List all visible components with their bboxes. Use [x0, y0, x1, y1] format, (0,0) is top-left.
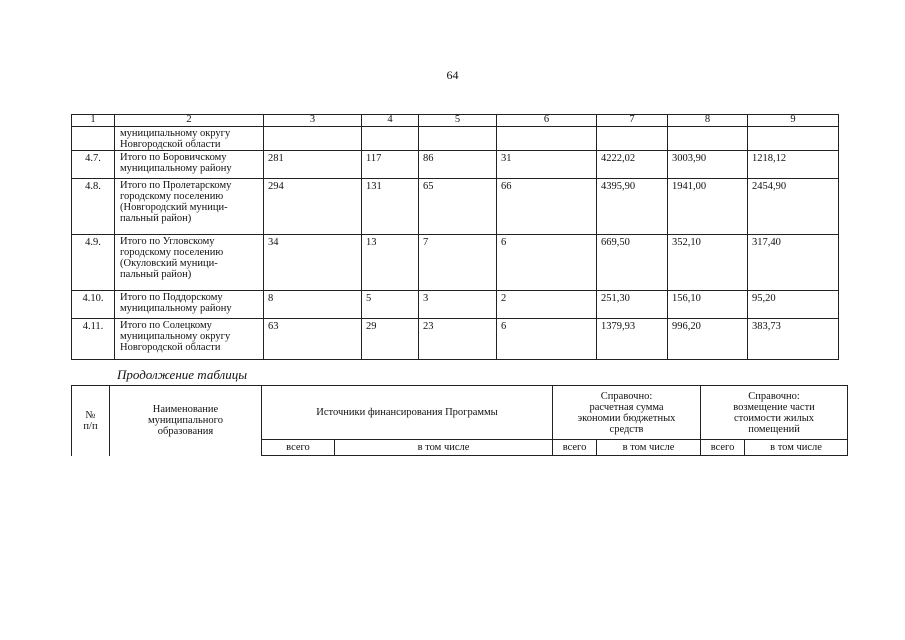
- subheader-including: в том числе: [335, 440, 553, 456]
- table-row: [72, 291, 839, 319]
- value-cell: 7: [419, 235, 497, 291]
- municipality-name: [115, 319, 264, 360]
- header-name-line: Наименование: [152, 404, 219, 416]
- table-row: [72, 319, 839, 360]
- value-cell: 996,20: [668, 319, 748, 360]
- continuation-table: [71, 385, 848, 456]
- value-cell: 1379,93: [597, 319, 668, 360]
- municipality-name-line: Итого по Поддорскому: [120, 292, 223, 303]
- subheader-including: в том числе: [597, 440, 701, 456]
- table-row: [72, 235, 839, 291]
- value-cell: 66: [497, 179, 597, 235]
- value-cell: 23: [419, 319, 497, 360]
- value-cell: 29: [362, 319, 419, 360]
- value-cell: 6: [497, 235, 597, 291]
- value-cell: 669,50: [597, 235, 668, 291]
- municipality-name-line: Итого по Солецкому: [120, 320, 212, 331]
- municipality-name: [115, 179, 264, 235]
- column-number: 6: [497, 115, 597, 127]
- municipality-name-line: пальный район): [120, 269, 192, 280]
- row-number: 4.10.: [72, 291, 115, 319]
- header-housing-compensation-line: возмещение части: [733, 401, 815, 413]
- column-number: 5: [419, 115, 497, 127]
- municipality-name: [115, 291, 264, 319]
- column-number: 8: [668, 115, 748, 127]
- value-cell: 383,73: [748, 319, 839, 360]
- value-cell: 1218,12: [748, 151, 839, 179]
- header-number: [72, 386, 110, 456]
- column-number: 9: [748, 115, 839, 127]
- value-cell: 251,30: [597, 291, 668, 319]
- header-housing-compensation: [701, 386, 848, 440]
- main-table: [71, 114, 839, 360]
- header-name-line: муниципального: [148, 415, 223, 427]
- value-cell: [497, 127, 597, 151]
- municipality-name-line: муниципальному району: [120, 303, 232, 314]
- row-number: 4.7.: [72, 151, 115, 179]
- value-cell: 8: [264, 291, 362, 319]
- header-number-line: №: [85, 409, 96, 421]
- value-cell: 63: [264, 319, 362, 360]
- municipality-name: [115, 235, 264, 291]
- municipality-name-line: Итого по Угловскому: [120, 236, 215, 247]
- municipality-name-line: пальный район): [120, 213, 192, 224]
- value-cell: [362, 127, 419, 151]
- column-number: 1: [72, 115, 115, 127]
- value-cell: [668, 127, 748, 151]
- value-cell: 95,20: [748, 291, 839, 319]
- municipality-name-line: Итого по Пролетарскому: [120, 180, 232, 191]
- header-budget-savings: [553, 386, 701, 440]
- value-cell: 2454,90: [748, 179, 839, 235]
- page-number: 64: [446, 68, 459, 82]
- value-cell: 3003,90: [668, 151, 748, 179]
- value-cell: 65: [419, 179, 497, 235]
- municipality-name-line: муниципальному району: [120, 163, 232, 174]
- subheader-including: в том числе: [745, 440, 848, 456]
- municipality-name: [115, 151, 264, 179]
- value-cell: 281: [264, 151, 362, 179]
- value-cell: 4395,90: [597, 179, 668, 235]
- header-housing-compensation-line: Справочно:: [748, 390, 800, 402]
- table-row: [72, 151, 839, 179]
- municipality-name-line: (Окуловский муници-: [120, 258, 218, 269]
- value-cell: 156,10: [668, 291, 748, 319]
- header-name-line: образования: [157, 426, 214, 438]
- value-cell: 1941,00: [668, 179, 748, 235]
- value-cell: 131: [362, 179, 419, 235]
- header-housing-compensation-line: стоимости жилых: [734, 412, 815, 424]
- municipality-name-line: городскому поселению: [120, 247, 224, 258]
- value-cell: 352,10: [668, 235, 748, 291]
- value-cell: 34: [264, 235, 362, 291]
- header-budget-savings-line: Справочно:: [600, 390, 653, 402]
- value-cell: 13: [362, 235, 419, 291]
- column-number: 4: [362, 115, 419, 127]
- column-number: 2: [115, 115, 264, 127]
- municipality-name-line: муниципальному округу: [120, 331, 231, 342]
- value-cell: 317,40: [748, 235, 839, 291]
- value-cell: [419, 127, 497, 151]
- municipality-name-line: муниципальному округу: [120, 128, 231, 139]
- column-number-row: [72, 115, 839, 127]
- value-cell: [748, 127, 839, 151]
- subheader-total: всего: [262, 440, 335, 456]
- value-cell: 5: [362, 291, 419, 319]
- row-number: 4.8.: [72, 179, 115, 235]
- table-row: [72, 179, 839, 235]
- column-number: 7: [597, 115, 668, 127]
- value-cell: [264, 127, 362, 151]
- municipality-name-line: (Новгородский муници-: [120, 202, 228, 213]
- value-cell: 3: [419, 291, 497, 319]
- value-cell: 6: [497, 319, 597, 360]
- table-row: [72, 127, 839, 151]
- value-cell: 2: [497, 291, 597, 319]
- row-number: 4.11.: [72, 319, 115, 360]
- municipality-name: [115, 127, 264, 151]
- header-budget-savings-line: средств: [609, 423, 644, 435]
- value-cell: 294: [264, 179, 362, 235]
- header-municipality-name: [110, 386, 262, 456]
- value-cell: 86: [419, 151, 497, 179]
- municipality-name-line: Новгородской области: [120, 342, 221, 353]
- value-cell: 31: [497, 151, 597, 179]
- subheader-total: всего: [553, 440, 597, 456]
- municipality-name-line: городскому поселению: [120, 191, 224, 202]
- header-number-line: п/п: [83, 420, 98, 432]
- row-number: 4.9.: [72, 235, 115, 291]
- header-budget-savings-line: расчетная сумма: [589, 401, 664, 413]
- value-cell: 4222,02: [597, 151, 668, 179]
- header-funding-sources: Источники финансирования Программы: [262, 386, 553, 440]
- value-cell: [597, 127, 668, 151]
- header-budget-savings-line: экономии бюджетных: [577, 412, 676, 424]
- subheader-total: всего: [701, 440, 745, 456]
- header-housing-compensation-line: помещений: [748, 423, 800, 435]
- municipality-name-line: Новгородской области: [120, 139, 221, 150]
- value-cell: 117: [362, 151, 419, 179]
- row-number: [72, 127, 115, 151]
- column-number: 3: [264, 115, 362, 127]
- municipality-name-line: Итого по Боровичскому: [120, 152, 227, 163]
- table-continuation-caption: Продолжение таблицы: [117, 367, 248, 382]
